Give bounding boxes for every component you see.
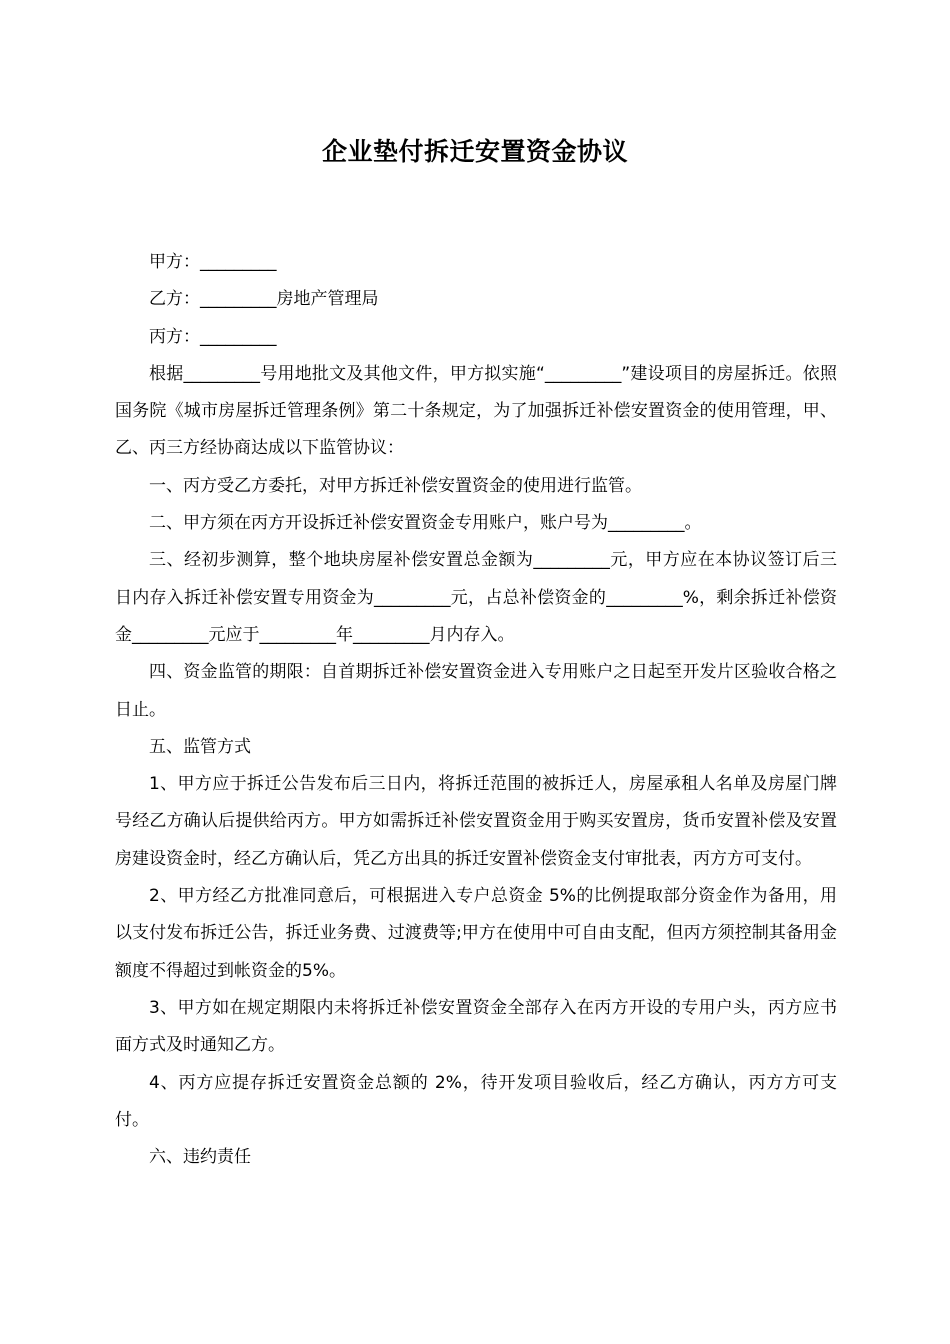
party-b-line: 乙方：_________房地产管理局 (149, 289, 379, 310)
clause-5-item-3: 3、甲方如在规定期限内未将拆迁补偿安置资金全部存入在丙方开设的专用户头，丙方应书面方式及时通知乙方。 (115, 997, 837, 1056)
clause-6-heading: 六、违约责任 (149, 1147, 251, 1168)
clause-2: 二、甲方须在丙方开设拆迁补偿安置资金专用账户，账户号为_________。 (149, 513, 702, 534)
clause-5-item-2: 2、甲方经乙方批准同意后，可根据进入专户总资金 5%的比例提取部分资金作为备用，用以支付发布拆迁公告，拆迁业务费、过渡费等;甲方在使用中可自由支配，但丙方须控制其备用金额度不得超过到帐资金的5%。 (115, 886, 837, 981)
clause-4: 四、资金监管的期限：自首期拆迁补偿安置资金进入专用账户之日起至开发片区验收合格之日止。 (115, 662, 837, 720)
document-title: 企业垫付拆迁安置资金协议 (321, 137, 628, 166)
party-c-line: 丙方：_________ (149, 326, 277, 347)
clause-3: 三、经初步测算，整个地块房屋补偿安置总金额为_________元，甲方应在本协议签订后三日内存入拆迁补偿安置专用资金为_________元，占总补偿资金的_________%，剩余拆迁补偿资金_________元应于_________年_________月内存入。 (115, 550, 837, 645)
clause-5-item-4: 4、丙方应提存拆迁安置资金总额的 2%，待开发项目验收后，经乙方确认，丙方方可支付。 (115, 1072, 837, 1130)
document-body (115, 244, 837, 1176)
preamble-paragraph: 根据_________号用地批文及其他文件，甲方拟实施“_________”建设项目的房屋拆迁。依照国务院《城市房屋拆迁管理条例》第二十条规定，为了加强拆迁补偿安置资金的使用管理，甲、乙、丙三方经协商达成以下监管协议： (115, 363, 837, 459)
clause-1: 一、丙方受乙方委托，对甲方拆迁补偿安置资金的使用进行监管。 (149, 475, 642, 496)
clause-5-heading: 五、监管方式 (149, 736, 251, 757)
clause-5-item-1: 1、甲方应于拆迁公告发布后三日内，将拆迁范围的被拆迁人，房屋承租人名单及房屋门牌号经乙方确认后提供给丙方。甲方如需拆迁补偿安置资金用于购买安置房，货币安置补偿及安置房建设资金时，经乙方确认后，凭乙方出具的拆迁安置补偿资金支付审批表，丙方方可支付。 (115, 774, 837, 869)
party-a-line: 甲方：_________ (149, 252, 277, 272)
